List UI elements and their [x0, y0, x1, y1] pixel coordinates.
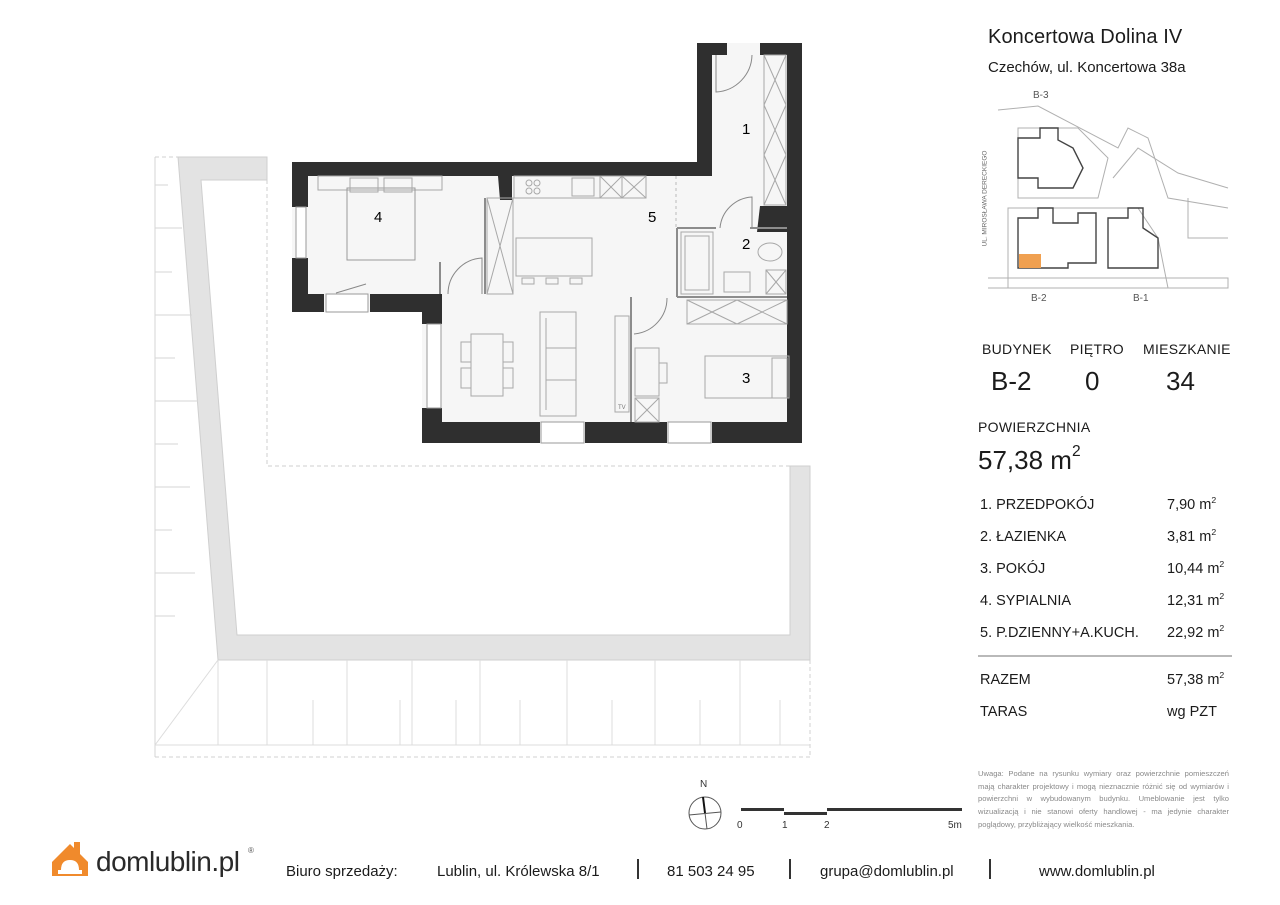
phone-number[interactable]: 81 503 24 95 [667, 863, 755, 880]
apartment-floor [292, 43, 802, 443]
compass-icon [689, 797, 721, 829]
room-name: 2. ŁAZIENKA [980, 529, 1067, 545]
room-area: 10,44 $m^2$ [1167, 559, 1225, 577]
building-value: B-2 [991, 366, 1032, 396]
room-area: 3,81 $m^2$ [1167, 527, 1217, 545]
site-label-b3: B-3 [1033, 90, 1049, 101]
room-number-2: 2 [742, 236, 751, 253]
total-label: RAZEM [980, 672, 1031, 688]
site-map [978, 88, 1233, 308]
area-label: POWIERZCHNIA [978, 419, 1091, 435]
email-link[interactable]: grupa@domlublin.pl [820, 863, 954, 880]
website-link[interactable]: www.domlublin.pl [1039, 863, 1155, 880]
scale-label-1: 1 [782, 820, 788, 831]
logo-text[interactable]: domlublin.pl [96, 846, 240, 877]
unit-value: 34 [1166, 366, 1195, 396]
site-street-label: UL. MIROSŁAWA DERECKIEGO [981, 150, 989, 247]
room-number-1: 1 [742, 121, 751, 138]
scale-label-5m: 5m [948, 820, 962, 831]
site-label-b2: B-2 [1031, 293, 1047, 304]
terrace-value: wg PZT [1167, 704, 1217, 720]
area-sup: 2 [1071, 443, 1081, 460]
compass-north-label: N [700, 779, 708, 790]
room-area: 7,90 $m^2$ [1167, 495, 1217, 513]
footer-separator [989, 859, 991, 879]
terrace-label: TARAS [980, 704, 1028, 720]
room-name: 1. PRZEDPOKÓJ [980, 497, 1095, 513]
house-logo-icon [50, 840, 92, 880]
room-area: 12,31 $m^2$ [1167, 591, 1225, 609]
sales-office-address: Lublin, ul. Królewska 8/1 [437, 863, 600, 880]
unit-label: MIESZKANIE [1143, 341, 1231, 357]
room-name: 4. SYPIALNIA [980, 593, 1072, 609]
sales-office-label: Biuro sprzedaży: [286, 863, 398, 880]
floor-label: PIĘTRO [1070, 341, 1124, 357]
room-area: 22,92 $m^2$ [1167, 623, 1225, 641]
disclaimer-note: Uwaga: Podane na rysunku wymiary oraz powierzchnie pomieszczeń mają charakter projektowy i mogą nieznacznie różnić się od wymiarów i powierzchni w wybudowanym budynku. Umeblowanie jest tylko wizualizacją i nie stanowi oferty handlowej - ma jedynie charakter poglądowy, przybliżający wielkość mieszkania. [978, 769, 1229, 829]
building-label: BUDYNEK [982, 341, 1052, 357]
total-value: 57,38 $m^2$ [1167, 670, 1225, 688]
site-label-b1: B-1 [1133, 293, 1149, 304]
scale-label-2: 2 [824, 820, 830, 831]
area-value [978, 445, 1081, 476]
scale-label-0: 0 [737, 820, 743, 831]
tv-label: TV [618, 405, 626, 411]
divider [978, 655, 1232, 657]
room-name: 5. P.DZIENNY+A.KUCH. [980, 625, 1139, 641]
logo-registered-mark: ® [248, 846, 254, 855]
project-address: Czechów, ul. Koncertowa 38a [988, 59, 1186, 76]
scale-bar [741, 808, 962, 815]
project-title: Koncertowa Dolina IV [988, 26, 1183, 48]
area-number: 57,38 m [978, 445, 1072, 475]
unit-highlight [1019, 254, 1041, 268]
room-number-3: 3 [742, 370, 751, 387]
footer-separator [637, 859, 639, 879]
room-name: 3. POKÓJ [980, 561, 1046, 577]
floor-value: 0 [1085, 366, 1100, 396]
room-number-5: 5 [648, 209, 657, 226]
footer-separator [789, 859, 791, 879]
room-number-4: 4 [374, 209, 383, 226]
